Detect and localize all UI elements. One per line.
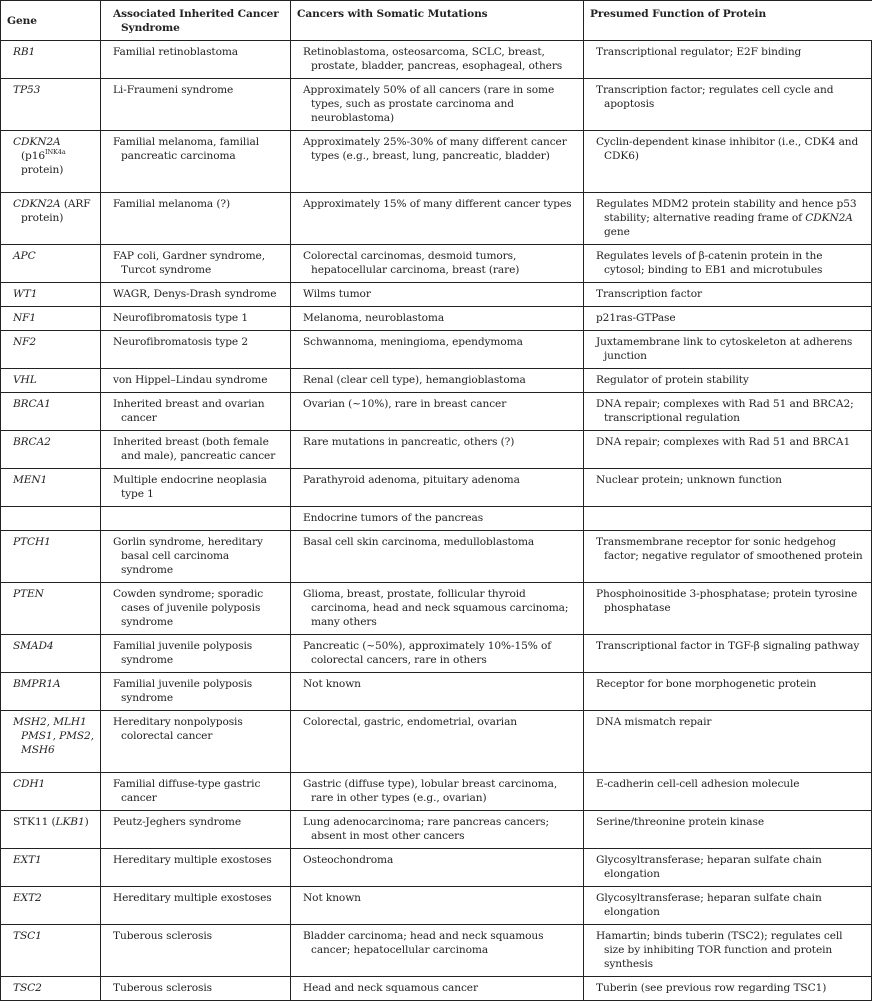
- syndrome-cell: [101, 811, 291, 849]
- syndrome-cell-text: Gorlin syndrome, hereditary basal cell carcinoma syndrome: [113, 536, 263, 576]
- syndrome-cell-text: Peutz-Jeghers syndrome: [113, 816, 242, 828]
- text-segment: protein): [21, 164, 64, 176]
- table-row: [1, 131, 872, 193]
- somatic-cell: [291, 711, 584, 773]
- text-segment: Transcription factor; regulates cell cycle and apoptosis: [596, 84, 834, 110]
- header-row: [1, 1, 872, 41]
- syndrome-cell-text: Tuberous sclerosis: [113, 930, 212, 942]
- somatic-cell-text: Glioma, breast, prostate, follicular thyroid carcinoma, head and neck squamous carcinoma; many others: [303, 588, 569, 628]
- text-segment: Cyclin-dependent kinase inhibitor (i.e., CDK4 and CDK6): [596, 136, 859, 162]
- function-cell-text: [590, 677, 865, 691]
- somatic-cell: [291, 811, 584, 849]
- text-segment: WT1: [13, 288, 38, 300]
- text-segment: APC: [13, 250, 36, 262]
- somatic-cell-text: Renal (clear cell type), hemangioblastoma: [303, 374, 526, 386]
- somatic-cell: [291, 531, 584, 583]
- gene-cell: [1, 393, 101, 431]
- gene-cell: [1, 131, 101, 193]
- text-segment: E-cadherin cell-cell adhesion molecule: [596, 778, 800, 790]
- function-cell: [584, 283, 872, 307]
- syndrome-cell-text: FAP coli, Gardner syndrome, Turcot syndrome: [113, 250, 265, 276]
- gene-cell: [1, 635, 101, 673]
- gene-cell-text: [7, 639, 94, 653]
- table-row: [1, 773, 872, 811]
- function-cell-text: [590, 715, 865, 729]
- syndrome-cell-text: Hereditary multiple exostoses: [113, 892, 272, 904]
- syndrome-cell-text: Familial juvenile polyposis syndrome: [113, 640, 253, 666]
- function-cell: [584, 431, 872, 469]
- syndrome-cell-text: Li-Fraumeni syndrome: [113, 84, 234, 96]
- somatic-cell-text: Colorectal carcinomas, desmoid tumors, hepatocellular carcinoma, breast (rare): [303, 250, 520, 276]
- text-segment: PTCH1: [13, 536, 51, 548]
- syndrome-cell-text: Multiple endocrine neoplasia type 1: [113, 474, 267, 500]
- gene-cell-text: [7, 815, 94, 829]
- text-segment: Transcriptional regulator; E2F binding: [596, 46, 802, 58]
- syndrome-cell: [101, 925, 291, 977]
- table-row: [1, 531, 872, 583]
- table-row: [1, 977, 872, 1001]
- function-cell-text: [590, 853, 865, 881]
- text-segment: (p16: [21, 150, 45, 162]
- function-cell: [584, 307, 872, 331]
- function-cell: [584, 773, 872, 811]
- function-cell-text: [590, 473, 865, 487]
- gene-cell-text: [7, 45, 94, 59]
- syndrome-cell: [101, 283, 291, 307]
- somatic-cell: [291, 245, 584, 283]
- text-segment: Receptor for bone morphogenetic protein: [596, 678, 817, 690]
- function-cell: [584, 925, 872, 977]
- table-row: [1, 41, 872, 79]
- function-cell: [584, 79, 872, 131]
- header-syndrome: [101, 1, 291, 41]
- function-cell-text: [590, 535, 865, 563]
- somatic-cell-text: Pancreatic (~50%), approximately 10%-15% of colorectal cancers, rare in others: [303, 640, 552, 666]
- somatic-cell-text: Not known: [303, 892, 361, 904]
- somatic-cell-text: Melanoma, neuroblastoma: [303, 312, 445, 324]
- gene-cell-text: [7, 249, 94, 263]
- syndrome-cell: [101, 773, 291, 811]
- gene-cell: [1, 887, 101, 925]
- text-segment: ): [84, 816, 89, 828]
- gene-cell-text: [7, 535, 94, 549]
- somatic-cell-text: Ovarian (~10%), rare in breast cancer: [303, 398, 507, 410]
- table-body: [1, 41, 872, 1001]
- header-syndrome-label: Associated Inherited Cancer Syndrome: [113, 8, 279, 34]
- syndrome-cell-text: Inherited breast (both female and male), pancreatic cancer: [113, 436, 276, 462]
- syndrome-cell-text: Hereditary multiple exostoses: [113, 854, 272, 866]
- gene-cell: [1, 41, 101, 79]
- text-segment: Regulator of protein stability: [596, 374, 749, 386]
- syndrome-cell: [101, 977, 291, 1001]
- function-cell: [584, 673, 872, 711]
- syndrome-cell: [101, 245, 291, 283]
- function-cell-text: [590, 249, 865, 277]
- syndrome-cell-text: WAGR, Denys-Drash syndrome: [113, 288, 277, 300]
- syndrome-cell: [101, 507, 291, 531]
- gene-cell: [1, 673, 101, 711]
- somatic-cell: [291, 307, 584, 331]
- table-row: [1, 431, 872, 469]
- somatic-cell-text: Not known: [303, 678, 361, 690]
- table-row: [1, 925, 872, 977]
- gene-cell-text: [7, 287, 94, 301]
- table-row: [1, 673, 872, 711]
- text-segment: NF2: [13, 336, 37, 348]
- text-segment: BRCA2: [13, 436, 51, 448]
- syndrome-cell: [101, 307, 291, 331]
- somatic-cell: [291, 635, 584, 673]
- somatic-cell-text: Approximately 25%-30% of many different cancer types (e.g., breast, lung, pancreatic, bladder): [303, 136, 567, 162]
- gene-cell: [1, 977, 101, 1001]
- text-segment: EXT1: [13, 854, 42, 866]
- text-segment: VHL: [13, 374, 37, 386]
- syndrome-cell: [101, 331, 291, 369]
- gene-cell: [1, 507, 101, 531]
- text-segment: BRCA1: [13, 398, 51, 410]
- text-segment: Nuclear protein; unknown function: [596, 474, 782, 486]
- text-segment: EXT2: [13, 892, 42, 904]
- function-cell-text: [590, 45, 865, 59]
- syndrome-cell: [101, 469, 291, 507]
- syndrome-cell-text: Familial melanoma (?): [113, 198, 231, 210]
- gene-cell: [1, 283, 101, 307]
- somatic-cell: [291, 393, 584, 431]
- somatic-cell-text: Basal cell skin carcinoma, medulloblastoma: [303, 536, 535, 548]
- text-segment: TSC2: [13, 982, 42, 994]
- text-segment: Regulates levels of β-catenin protein in the cytosol; binding to EB1 and microtubules: [596, 250, 823, 276]
- gene-cell-text: [7, 197, 94, 225]
- gene-cell-text: [7, 587, 94, 601]
- text-segment: Glycosyltransferase; heparan sulfate chain elongation: [596, 892, 822, 918]
- table-row: [1, 283, 872, 307]
- syndrome-cell: [101, 131, 291, 193]
- syndrome-cell: [101, 431, 291, 469]
- syndrome-cell: [101, 635, 291, 673]
- text-segment: NF1: [13, 312, 37, 324]
- gene-cell-text: [7, 335, 94, 349]
- gene-cell-text: [7, 853, 94, 867]
- somatic-cell: [291, 673, 584, 711]
- gene-cell-text: [7, 473, 94, 487]
- text-segment: Tuberin (see previous row regarding TSC1): [596, 982, 827, 994]
- gene-cell-text: [7, 677, 94, 691]
- text-segment: BMPR1A: [13, 678, 61, 690]
- syndrome-cell-text: Neurofibromatosis type 2: [113, 336, 248, 348]
- function-cell: [584, 635, 872, 673]
- somatic-cell: [291, 925, 584, 977]
- table-row: [1, 245, 872, 283]
- syndrome-cell-text: Neurofibromatosis type 1: [113, 312, 248, 324]
- table-row: [1, 469, 872, 507]
- somatic-cell-text: Lung adenocarcinoma; rare pancreas cancers; absent in most other cancers: [303, 816, 549, 842]
- gene-cell: [1, 245, 101, 283]
- header-function: Presumed Function of Protein: [584, 1, 872, 41]
- table-row: [1, 711, 872, 773]
- function-cell-text: [590, 891, 865, 919]
- somatic-cell-text: Wilms tumor: [303, 288, 371, 300]
- syndrome-cell: [101, 393, 291, 431]
- table-row: [1, 369, 872, 393]
- function-cell-text: [590, 373, 865, 387]
- text-segment: LKB1: [55, 816, 85, 828]
- somatic-cell-text: Bladder carcinoma; head and neck squamous cancer; hepatocellular carcinoma: [303, 930, 544, 956]
- text-segment: Regulates MDM2 protein stability and hence p53 stability; alternative reading frame of: [596, 198, 857, 224]
- table-row: [1, 583, 872, 635]
- syndrome-cell-text: von Hippel–Lindau syndrome: [113, 374, 268, 386]
- function-cell: [584, 583, 872, 635]
- text-segment: Serine/threonine protein kinase: [596, 816, 764, 828]
- gene-cell-text: [7, 435, 94, 449]
- syndrome-cell-text: Inherited breast and ovarian cancer: [113, 398, 265, 424]
- function-cell-text: [590, 135, 865, 163]
- syndrome-cell: [101, 41, 291, 79]
- table-row: [1, 307, 872, 331]
- function-cell: [584, 369, 872, 393]
- syndrome-cell-text: Familial diffuse-type gastric cancer: [113, 778, 261, 804]
- gene-cell-text: [7, 397, 94, 411]
- text-segment: MEN1: [13, 474, 48, 486]
- text-segment: DNA mismatch repair: [596, 716, 712, 728]
- syndrome-cell-text: Familial juvenile polyposis syndrome: [113, 678, 253, 704]
- somatic-cell-text: Colorectal, gastric, endometrial, ovarian: [303, 716, 518, 728]
- function-cell: [584, 331, 872, 369]
- somatic-cell: [291, 469, 584, 507]
- function-cell-text: [590, 435, 865, 449]
- gene-cell-text: [7, 83, 94, 97]
- function-cell: [584, 977, 872, 1001]
- text-segment: CDKN2A: [13, 198, 61, 210]
- text-segment: SMAD4: [13, 640, 54, 652]
- text-segment: MSH2, MLH1 PMS1, PMS2, MSH6: [13, 716, 94, 756]
- somatic-cell: [291, 849, 584, 887]
- syndrome-cell: [101, 531, 291, 583]
- gene-cell: [1, 583, 101, 635]
- gene-cell-text: [7, 929, 94, 943]
- function-cell-text: [590, 929, 865, 971]
- function-cell-text: [590, 197, 865, 239]
- somatic-cell-text: Head and neck squamous cancer: [303, 982, 478, 994]
- text-segment: TSC1: [13, 930, 42, 942]
- text-segment: p21ras-GTPase: [596, 312, 676, 324]
- table-row: [1, 393, 872, 431]
- gene-cell-text: [7, 777, 94, 791]
- somatic-cell: [291, 331, 584, 369]
- function-cell-text: [590, 981, 865, 995]
- syndrome-cell: [101, 673, 291, 711]
- syndrome-cell-text: Hereditary nonpolyposis colorectal cancer: [113, 716, 243, 742]
- somatic-cell: [291, 773, 584, 811]
- gene-cell: [1, 193, 101, 245]
- function-cell: [584, 507, 872, 531]
- text-segment: INK4a: [45, 148, 66, 156]
- syndrome-cell: [101, 583, 291, 635]
- gene-cell: [1, 431, 101, 469]
- somatic-cell: [291, 131, 584, 193]
- function-cell: [584, 393, 872, 431]
- syndrome-cell: [101, 369, 291, 393]
- function-cell-text: [590, 777, 865, 791]
- header-somatic: Cancers with Somatic Mutations: [291, 1, 584, 41]
- text-segment: PTEN: [13, 588, 44, 600]
- function-cell: [584, 131, 872, 193]
- syndrome-cell-text: Familial retinoblastoma: [113, 46, 239, 58]
- function-cell: [584, 245, 872, 283]
- gene-cell: [1, 469, 101, 507]
- function-cell: [584, 711, 872, 773]
- gene-cell-text: [7, 373, 94, 387]
- text-segment: Transcriptional factor in TGF-β signaling pathway: [596, 640, 860, 652]
- function-cell: [584, 469, 872, 507]
- text-segment: Transmembrane receptor for sonic hedgehog factor; negative regulator of smoothened protein: [596, 536, 863, 562]
- gene-cell: [1, 811, 101, 849]
- function-cell-text: [590, 335, 865, 363]
- syndrome-cell: [101, 711, 291, 773]
- syndrome-cell: [101, 79, 291, 131]
- somatic-cell-text: Schwannoma, meningioma, ependymoma: [303, 336, 523, 348]
- syndrome-cell-text: Familial melanoma, familial pancreatic carcinoma: [113, 136, 259, 162]
- function-cell: [584, 849, 872, 887]
- text-segment: Phosphoinositide 3-phosphatase; protein tyrosine phosphatase: [596, 588, 858, 614]
- text-segment: DNA repair; complexes with Rad 51 and BRCA1: [596, 436, 851, 448]
- gene-cell: [1, 773, 101, 811]
- function-cell-text: [590, 83, 865, 111]
- gene-cell-text: [7, 891, 94, 905]
- function-cell-text: [590, 639, 865, 653]
- gene-cell: [1, 369, 101, 393]
- table-row: [1, 811, 872, 849]
- function-cell-text: [590, 311, 865, 325]
- gene-cell: [1, 307, 101, 331]
- text-segment: Transcription factor: [596, 288, 702, 300]
- table-row: [1, 887, 872, 925]
- syndrome-cell: [101, 193, 291, 245]
- table-row: [1, 507, 872, 531]
- gene-cell: [1, 79, 101, 131]
- syndrome-cell: [101, 887, 291, 925]
- somatic-cell: [291, 193, 584, 245]
- somatic-cell-text: Endocrine tumors of the pancreas: [303, 512, 484, 524]
- syndrome-cell-text: Cowden syndrome; sporadic cases of juvenile polyposis syndrome: [113, 588, 264, 628]
- text-segment: CDKN2A: [13, 136, 61, 148]
- gene-cell-text: [7, 715, 94, 757]
- text-segment: DNA repair; complexes with Rad 51 and BRCA2; transcriptional regulation: [596, 398, 854, 424]
- function-cell: [584, 193, 872, 245]
- text-segment: STK11 (: [13, 816, 56, 828]
- table-row: [1, 79, 872, 131]
- somatic-cell-text: Approximately 50% of all cancers (rare in some types, such as prostate carcinoma and neuroblastoma): [303, 84, 555, 124]
- syndrome-cell-text: Tuberous sclerosis: [113, 982, 212, 994]
- table-row: [1, 193, 872, 245]
- function-cell-text: [590, 397, 865, 425]
- somatic-cell: [291, 977, 584, 1001]
- somatic-cell: [291, 41, 584, 79]
- function-cell-text: [590, 287, 865, 301]
- text-segment: Glycosyltransferase; heparan sulfate chain elongation: [596, 854, 822, 880]
- header-gene: Gene: [1, 1, 101, 41]
- gene-cell: [1, 711, 101, 773]
- somatic-cell-text: Approximately 15% of many different cancer types: [303, 198, 572, 210]
- function-cell: [584, 811, 872, 849]
- text-segment: (ARF protein): [21, 198, 91, 224]
- text-segment: Hamartin; binds tuberin (TSC2); regulates cell size by inhibiting TOR function and protein synthesis: [596, 930, 843, 970]
- gene-cell: [1, 849, 101, 887]
- table-row: [1, 331, 872, 369]
- somatic-cell: [291, 431, 584, 469]
- gene-cell-text: [7, 311, 94, 325]
- function-cell: [584, 531, 872, 583]
- gene-cell-text: [7, 981, 94, 995]
- somatic-cell-text: Gastric (diffuse type), lobular breast carcinoma, rare in other types (e.g., ovarian): [303, 778, 558, 804]
- text-segment: TP53: [13, 84, 41, 96]
- text-segment: CDH1: [13, 778, 46, 790]
- somatic-cell: [291, 507, 584, 531]
- somatic-cell-text: Parathyroid adenoma, pituitary adenoma: [303, 474, 520, 486]
- function-cell-text: [590, 587, 865, 615]
- somatic-cell: [291, 79, 584, 131]
- somatic-cell-text: Osteochondroma: [303, 854, 394, 866]
- function-cell: [584, 887, 872, 925]
- function-cell-text: [590, 815, 865, 829]
- syndrome-cell: [101, 849, 291, 887]
- somatic-cell-text: Rare mutations in pancreatic, others (?): [303, 436, 515, 448]
- table-row: [1, 635, 872, 673]
- somatic-cell: [291, 583, 584, 635]
- gene-cell: [1, 531, 101, 583]
- text-segment: Juxtamembrane link to cytoskeleton at adherens junction: [596, 336, 853, 362]
- gene-cell-text: [7, 135, 94, 177]
- table-row: [1, 849, 872, 887]
- function-cell: [584, 41, 872, 79]
- gene-cell: [1, 925, 101, 977]
- text-segment: gene: [604, 226, 630, 238]
- somatic-cell: [291, 283, 584, 307]
- gene-cell: [1, 331, 101, 369]
- text-segment: RB1: [13, 46, 36, 58]
- somatic-cell: [291, 369, 584, 393]
- somatic-cell-text: Retinoblastoma, osteosarcoma, SCLC, breast, prostate, bladder, pancreas, esophageal, others: [303, 46, 563, 72]
- text-segment: CDKN2A: [805, 212, 853, 224]
- somatic-cell: [291, 887, 584, 925]
